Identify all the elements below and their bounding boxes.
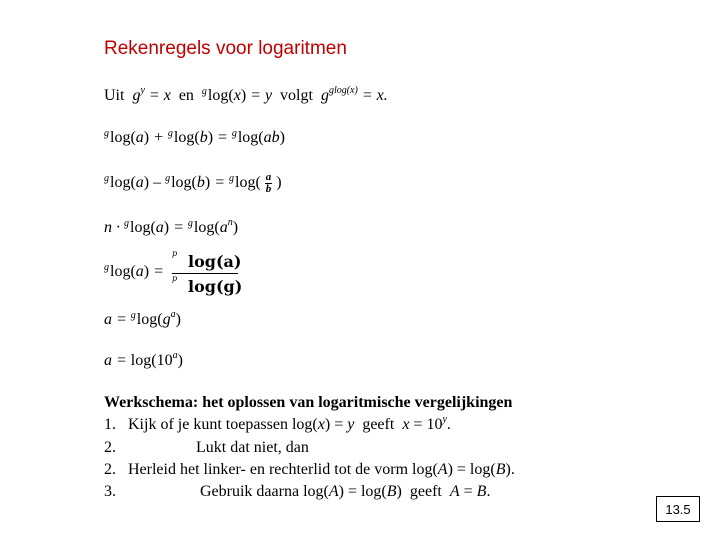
schema-step-3: 3. Gebruik daarna log(A) = log(B) geeft A = B. [104,483,491,500]
fraction-bar [172,273,238,274]
intro-en: en [178,87,194,104]
rule-sum: $^g$log(a) + $^g$log(b) = $^g$log(ab) [104,128,285,146]
rule-difference: $^g$log(a) – $^g$log(b) = $^g$log( $\frac{a}{b}$ ) [104,171,282,195]
base-change-fraction: p log(a) p log(g) [172,249,243,296]
intro-line: Uit $g^y = x$ en $^g$log(x) = y volgt $g^{glog(x)} = x$. [104,85,388,104]
schema-step-1: 1. Kijk of je kunt toepassen log(x) = y geeft $x = 10^y$. [104,414,451,433]
schema-step-2a: 2. Lukt dat niet, dan [104,439,309,456]
rule-power: $n \cdot ^g\log(a) = ^g\log(a^n)$ [104,217,239,236]
rule-base-change: $^g$log(a) = [104,262,164,280]
schema-step-2b: 2. Herleid het linker- en rechterlid tot de vorm log(A) = log(B). [104,461,515,478]
slide-title: Rekenregels voor logaritmen [104,38,347,59]
schema-heading: Werkschema: het oplossen van logaritmische vergelijkingen [104,394,513,411]
denominator-log-g: log(g) [188,277,243,296]
intro-uit: Uit [104,87,125,104]
numerator-log-a: log(a) [188,252,242,271]
fraction-a-over-b: $\frac{a}{b}$ [265,171,272,195]
rule-identity-10: $a = \log(10^a)$ [104,350,183,369]
intro-volgt: volgt [280,87,313,104]
rule-identity-g: $a = ^g\log(g^a)$ [104,309,181,328]
slide-number-badge: 13.5 [656,496,700,522]
